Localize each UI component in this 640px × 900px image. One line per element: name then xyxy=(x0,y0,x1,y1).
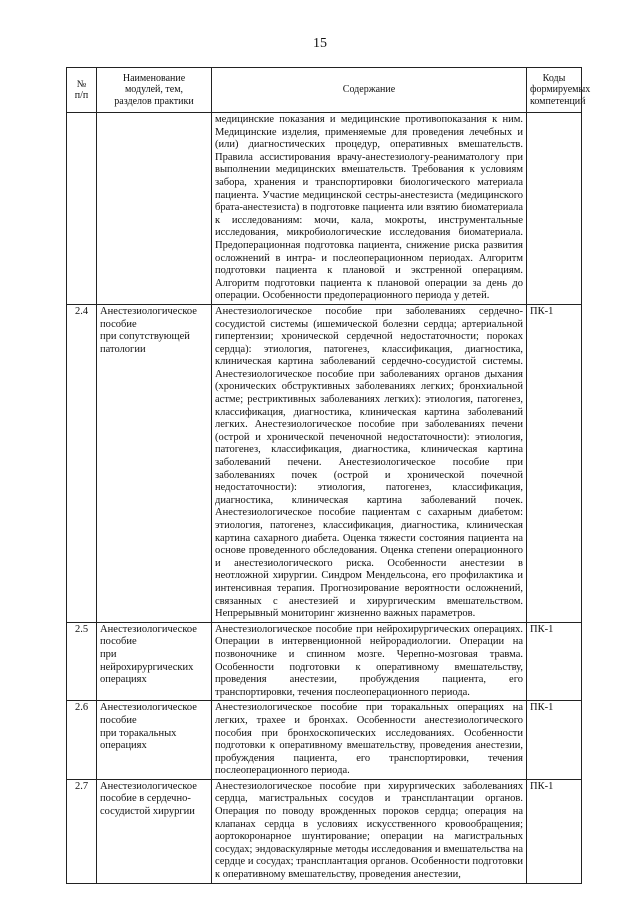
table-row xyxy=(67,113,582,305)
header-content: Содержание xyxy=(212,68,527,113)
page-number: 15 xyxy=(313,36,327,51)
row-content: медицинские показания и медицинские противопоказания к ним. Медицинские изделия, применяемые для проведения лечебных и (или) диагностических процедур, оперативных вмешательств. Правила ассистирования врачу-анестезиологу-реаниматологу при выполнении медицинских вмешательств. Требования к условиям забора, хранения и транспортировки биологического материала пациента. Участие медицинской сестры-анестезиста (медицинского брата-анестезиста) в подготовке пациента или взятию биоматериала к исследованиям: мочи, кала, мокроты, инструментальные исследования, микробиологические исследования биоматериала. Предоперационная подготовка пациента, снижение риска развития осложнений в интра- и послеоперационном периодах. Алгоритм подготовки пациента к плановой и экстренной операциям. Алгоритм подготовки пациента к плановой операции за день до операции. Особенности предоперационного периода у детей. xyxy=(212,113,527,305)
header-num: № п/п xyxy=(67,68,97,113)
row-topic: Анестезиологическое пособие в сердечно-сосудистой хирургии xyxy=(97,779,212,883)
header-name: Наименование модулей, тем, разделов практики xyxy=(97,68,212,113)
row-content: Анестезиологическое пособие при хирургических заболеваниях сердца, магистральных сосудов и трансплантации органов. Операция по поводу врожденных пороков сердца; операция на клапанах сердца в условиях искусственного кровообращения; аортокоронарное шунтирование; операции на магистральных сосудах; эндоваскулярные методы исследования и вмешательства на сердце и сосудах; трансплантация органов. Особенности подготовки к оперативному вмешательству, проведения анестезии, xyxy=(212,779,527,883)
row-topic: Анестезиологическое пособие при сопутствующей патологии xyxy=(97,304,212,622)
row-codes xyxy=(527,113,582,305)
row-topic xyxy=(97,113,212,305)
row-number: 2.6 xyxy=(67,701,97,780)
table-row xyxy=(67,304,582,622)
row-codes: ПК-1 xyxy=(527,304,582,622)
table-header-row xyxy=(67,68,582,113)
header-codes: Коды формируемых компетенций xyxy=(527,68,582,113)
row-number: 2.4 xyxy=(67,304,97,622)
row-codes: ПК-1 xyxy=(527,622,582,701)
table-row xyxy=(67,622,582,701)
table-row xyxy=(67,779,582,883)
row-topic: Анестезиологическое пособие при нейрохирургических операциях xyxy=(97,622,212,701)
table-row xyxy=(67,701,582,780)
row-content: Анестезиологическое пособие при заболеваниях сердечно-сосудистой системы (ишемической болезни сердца; артериальной гипертензии; хронической сердечной недостаточности; пороках сердца): этиология, патогенез, классификация, диагностика, клиническая картина заболеваний сердечно-сосудистой системы. Анестезиологическое пособие при заболеваниях органов дыхания (хронических обструктивных заболеваниях легких; бронхиальной астме; рестриктивных заболеваниях легких): этиология, патогенез, классификация, диагностика, клиническая картина заболеваний легких. Анестезиологическое пособие при заболеваниях печени (острой и хронической печеночной недостаточности): этиология, патогенез, классификация, диагностика, клиническая картина заболеваний печени. Анестезиологическое пособие при заболеваниях почек (острой и хронической почечной недостаточности): этиология, патогенез, классификация, диагностика, клиническая картина заболеваний почек. Анестезиологическое пособие пациентам с сахарным диабетом: этиология, патогенез, классификация, диагностика, клиническая картина сахарного диабета. Оценка тяжести состояния пациента на основе проведенного обследования. Оценка степени операционного и анестезиологического риска. Особенности анестезии в неотложной хирургии. Синдром Мендельсона, его профилактика и интенсивная терапия. Прогнозирование вероятности осложнений, связанных с анестезией и хирургическим вмешательством. Непрерывный мониторинг жизненно важных параметров. xyxy=(212,304,527,622)
row-codes: ПК-1 xyxy=(527,701,582,780)
row-codes: ПК-1 xyxy=(527,779,582,883)
row-content: Анестезиологическое пособие при торакальных операциях на легких, трахее и бронхах. Особенности анестезиологического пособия при бронхоскопических исследованиях. Особенности подготовки к оперативному вмешательству, проведения анестезии, пробуждения пациента, его транспортировки, течения послеоперационного периода. xyxy=(212,701,527,780)
row-topic: Анестезиологическое пособие при торакальных операциях xyxy=(97,701,212,780)
row-content: Анестезиологическое пособие при нейрохирургических операциях. Операции в интервенционной нейрорадиологии. Операции на позвоночнике и спинном мозге. Черепно-мозговая травма. Особенности подготовки к оперативному вмешательству, проведения анестезии, пробуждения пациента, его транспортировки, течения послеоперационного периода. xyxy=(212,622,527,701)
row-number: 2.7 xyxy=(67,779,97,883)
row-number: 2.5 xyxy=(67,622,97,701)
row-number xyxy=(67,113,97,305)
curriculum-table xyxy=(66,67,591,884)
